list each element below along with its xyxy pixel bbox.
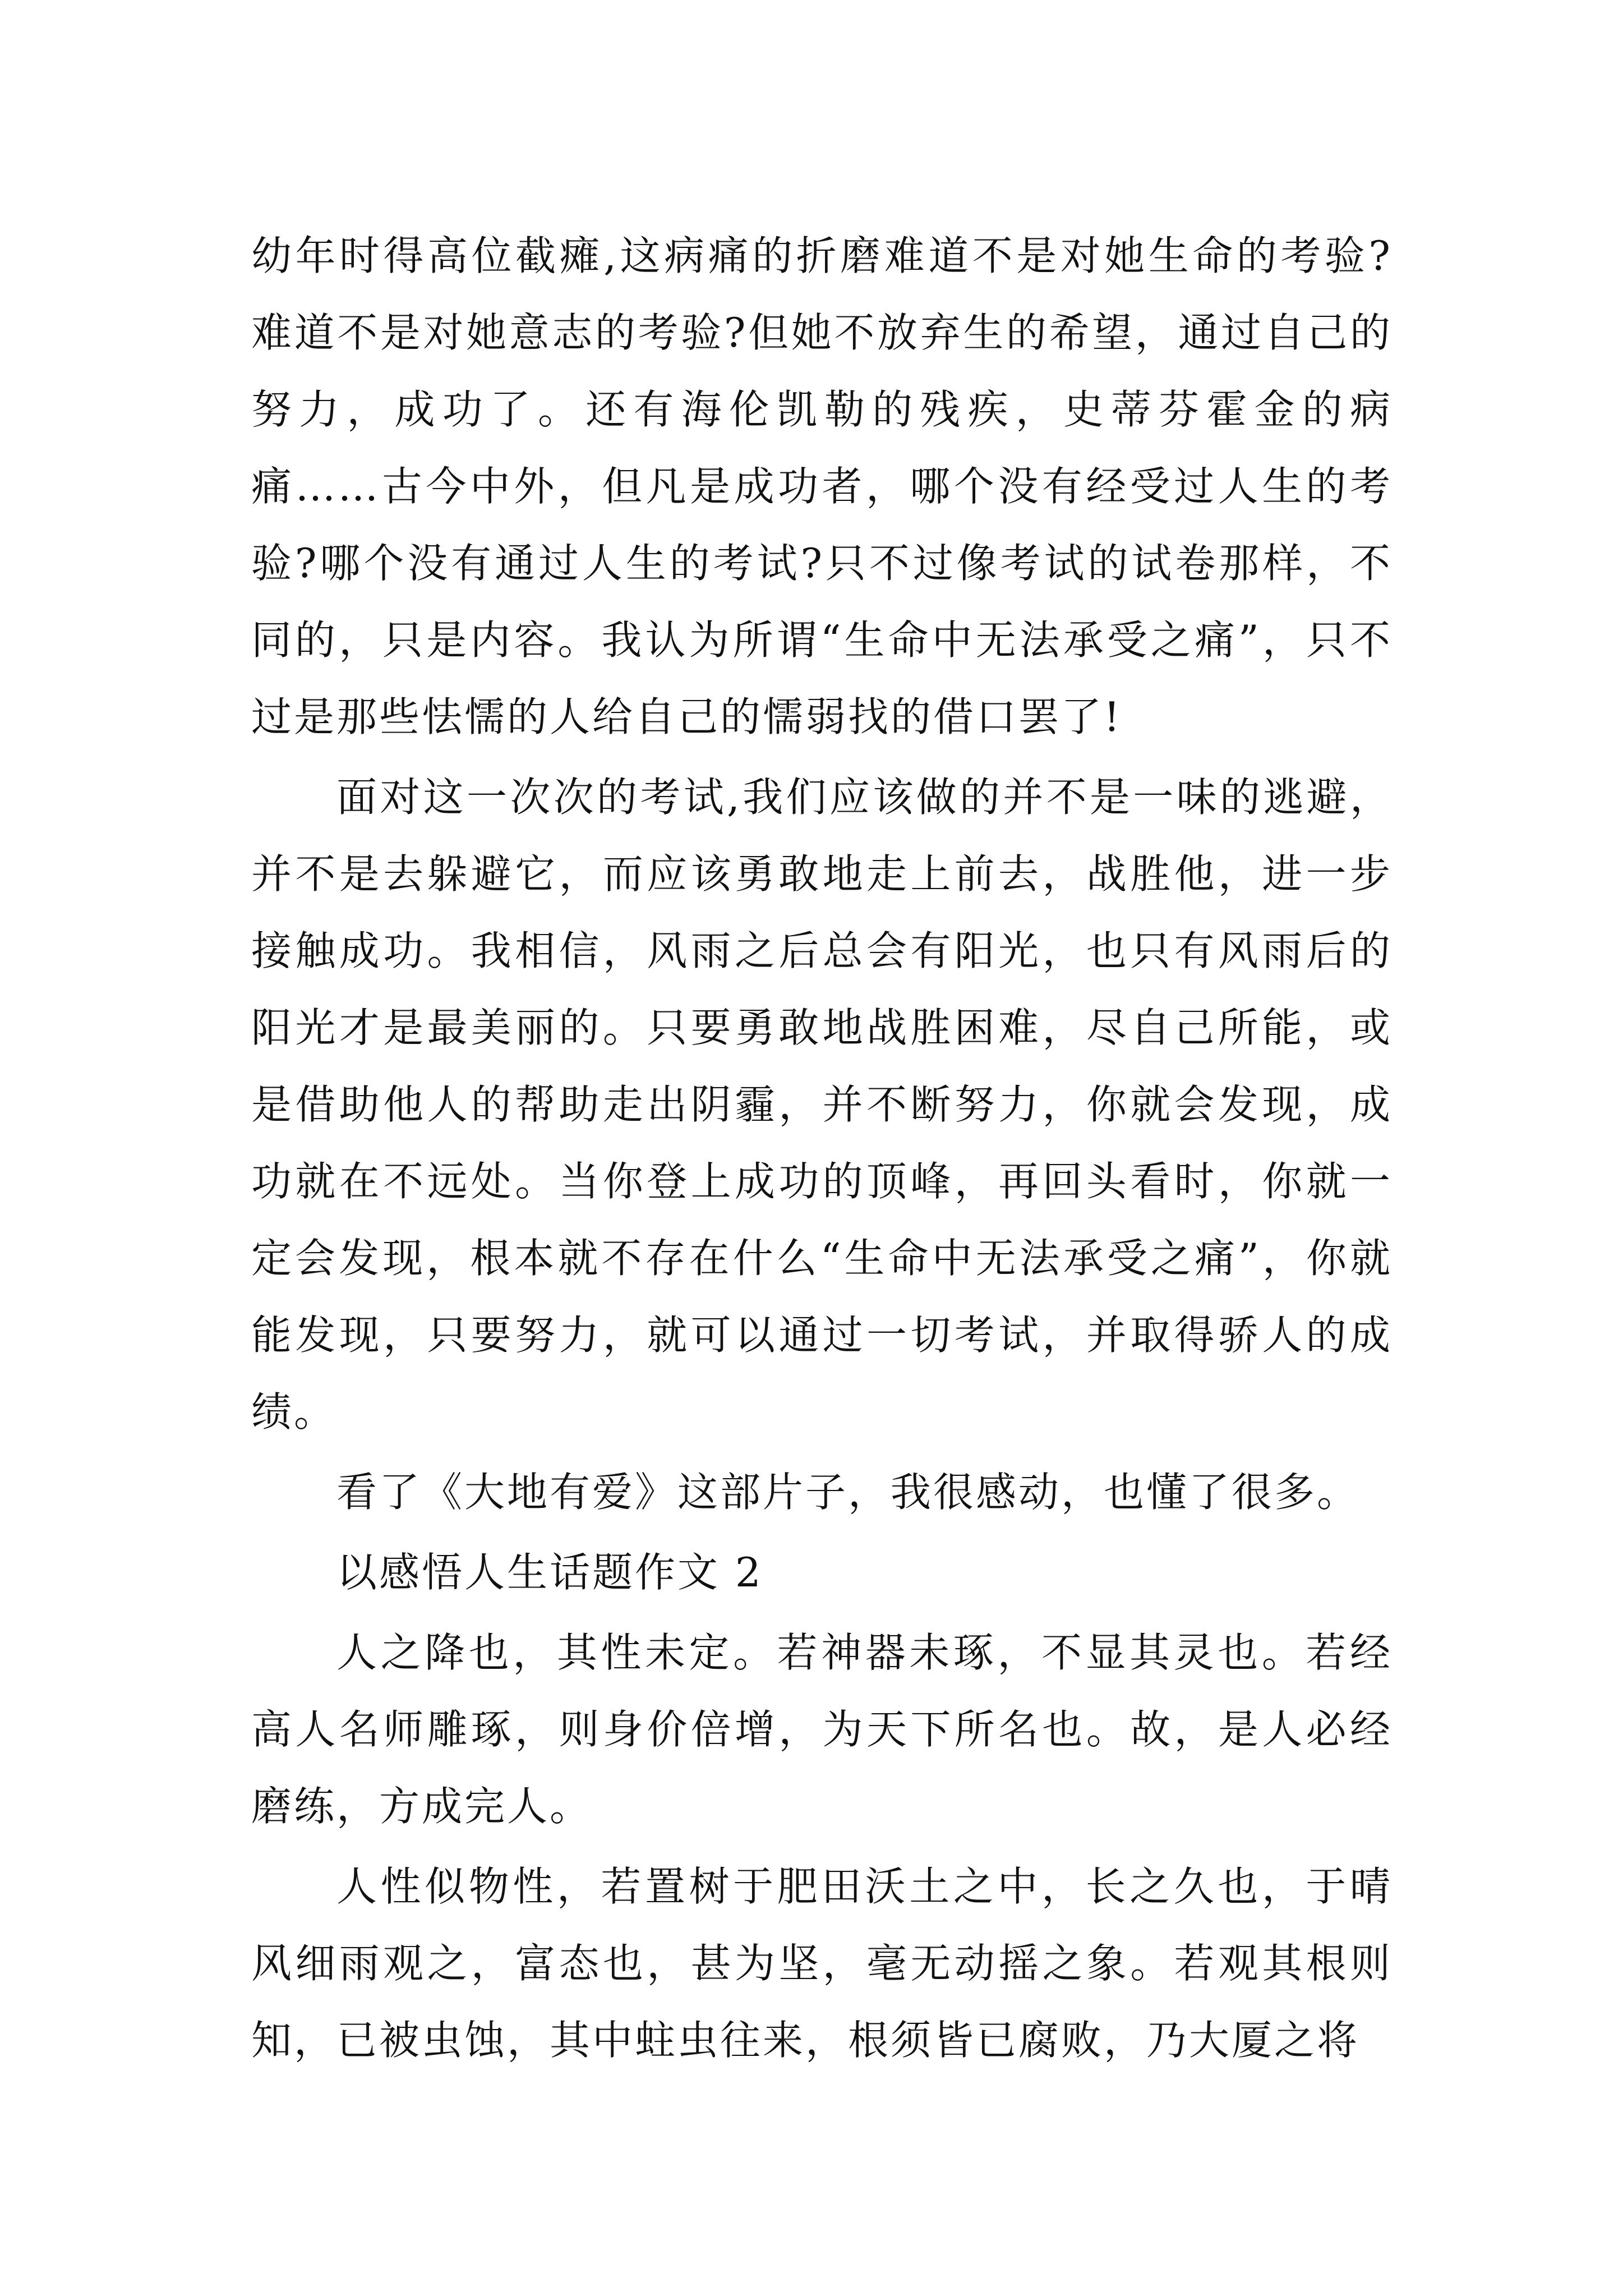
section-heading: 以感悟人生话题作文 2 — [336, 1549, 763, 1596]
paragraph-2: 面对这一次次的考试,我们应该做的并不是一味的逃避，并不是去躲避它，而应该勇敢地走上前去，战胜他，进一步接触成功。我相信，风雨之后总会有阳光，也只有风雨后的阳光才是最美丽的。只要勇敢地战胜困难，尽自己所能，或是借助他人的帮助走出阴霾，并不断努力，你就会发现，成功就在不远处。当你登上成功的顶峰，再回头看时，你就一定会发现，根本就不存在什么“生命中无法承受之痛”，你就能发现，只要努力，就可以通过一切考试，并取得骄人的成绩。 — [251, 774, 1393, 1435]
paragraph-3: 看了《大地有爱》这部片子，我很感动，也懂了很多。 — [336, 1469, 1360, 1516]
paragraph-1: 幼年时得高位截瘫,这病痛的折磨难道不是对她生命的考验?难道不是对她意志的考验?但她不放弃生的希望，通过自己的努力，成功了。还有海伦凯勒的残疾，史蒂芬霍金的病痛……古今中外，但凡是成功者，哪个没有经受过人生的考验?哪个没有通过人生的考试?只不过像考试的试卷那样，不同的，只是内容。我认为所谓“生命中无法承受之痛”，只不过是那些怯懦的人给自己的懦弱找的借口罢了! — [251, 232, 1393, 740]
paragraph-5: 人性似物性，若置树于肥田沃土之中，长之久也，于晴风细雨观之，富态也，甚为坚，毫无动摇之象。若观其根则知，已被虫蚀，其中蛀虫往来，根须皆已腐败，乃大厦之将 — [251, 1863, 1393, 2064]
paragraph-4: 人之降也，其性未定。若神器未琢，不显其灵也。若经高人名师雕琢，则身价倍增，为天下所名也。故，是人必经磨练，方成完人。 — [251, 1629, 1393, 1830]
document-body — [251, 218, 1393, 2082]
